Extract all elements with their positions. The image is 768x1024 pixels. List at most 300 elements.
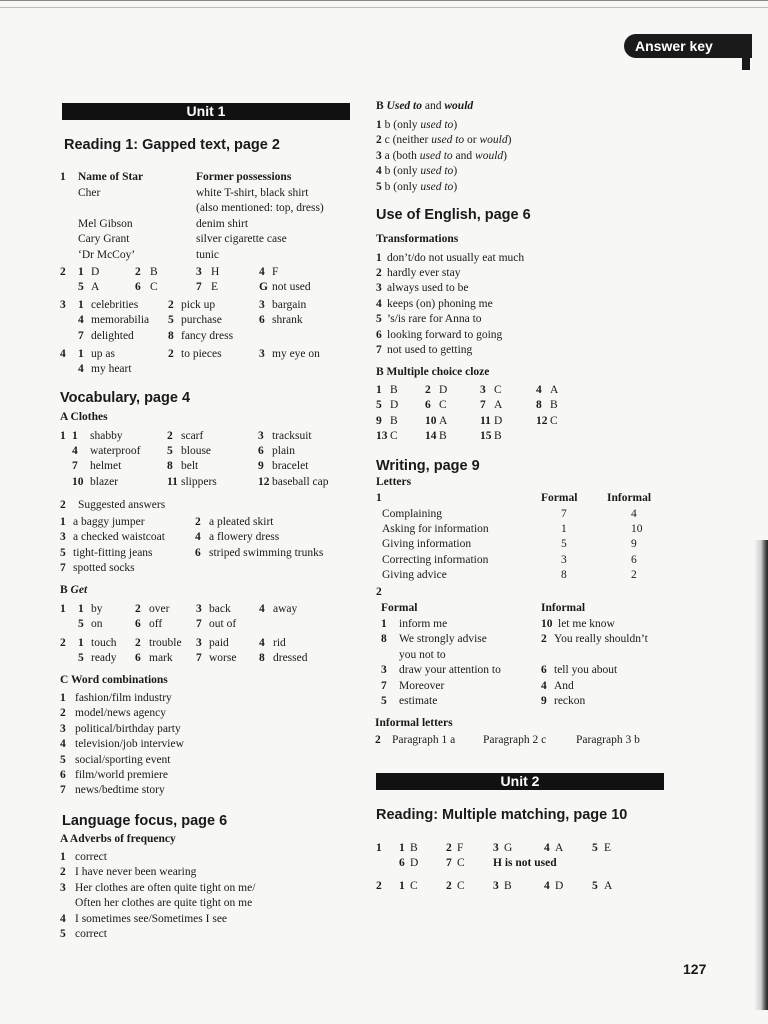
answer-cell: 6 (60, 769, 66, 781)
answer-cell: Her clothes are often quite tight on me/ (75, 881, 256, 894)
answer-cell: 4 (536, 384, 542, 396)
answer-cell: 8 (561, 569, 567, 582)
answer-cell: 3 (381, 664, 387, 677)
answer-cell: 7 (78, 329, 84, 342)
answer-cell: Often her clothes are quite tight on me (75, 897, 253, 910)
answer-cell: 2 (60, 707, 66, 720)
answer-cell: waterproof (90, 444, 141, 457)
answer-cell: 2 (195, 516, 201, 528)
unit-1-banner: Unit 1 (62, 103, 350, 120)
answer-cell: 6 (135, 618, 141, 631)
answer-cell: blouse (181, 444, 212, 457)
answer-cell: political/birthday party (75, 722, 181, 735)
answer-cell: 3 (60, 881, 66, 894)
answer-cell: B (390, 384, 398, 396)
answer-cell: don’t/do not usually eat much (387, 251, 525, 264)
answer-cell: 2 (375, 734, 381, 746)
answer-cell: A (439, 414, 448, 427)
answer-cell: 6 (425, 399, 431, 412)
answer-cell: 4 (544, 880, 550, 892)
answer-cell: 3 (259, 298, 265, 311)
answer-cell: 3 (196, 265, 202, 278)
subheading-part: and (422, 100, 445, 112)
answer-cell: 2 (135, 603, 141, 615)
answer-cell: draw your attention to (399, 664, 501, 677)
answer-cell: touch (91, 636, 117, 649)
possession: (also mentioned: top, dress) (196, 202, 324, 215)
answer-cell: 5 (60, 753, 66, 766)
answer-cell: 5 (60, 546, 66, 559)
answer-cell: 1 (78, 603, 84, 615)
answer-cell: 3 (60, 722, 66, 735)
answer-cell: 8 (167, 460, 173, 473)
answer-cell: 5 (168, 314, 174, 327)
answer-number: 3 (376, 149, 385, 162)
answer-cell: on (91, 618, 103, 631)
answer-cell: 1 (78, 265, 84, 278)
answer-cell: 5 (592, 842, 598, 854)
answer-cell: 12 (258, 475, 270, 488)
used-to-answer: 3 a (both used to and would) (376, 149, 507, 162)
answer-cell: 2 (167, 429, 173, 442)
italic-term: used to (431, 134, 465, 147)
answer-cell: 2 (135, 636, 141, 649)
informal-head: Informal (541, 602, 586, 614)
answer-cell: 5 (78, 281, 84, 294)
answer-cell: 13 (376, 430, 388, 443)
answer-cell: ’s/is rare for Anna to (387, 313, 482, 326)
answer-cell: Paragraph 2 c (483, 734, 547, 746)
answer-cell: not used (272, 281, 311, 294)
answer-cell: 7 (376, 343, 382, 356)
answer-cell: 1 (399, 880, 405, 892)
answer-cell: 11 (480, 414, 491, 427)
answer-cell: 10 (541, 618, 553, 630)
answer-cell: 7 (196, 651, 202, 664)
subheading-adverbs-of-frequency: A Adverbs of frequency (60, 833, 176, 845)
answer-cell: C (494, 384, 502, 396)
answer-cell: you not to (399, 648, 446, 661)
answer-cell: 9 (631, 538, 637, 551)
vocabulary-heading: Vocabulary, page 4 (60, 390, 191, 406)
used-to-answer: 5 b (only used to) (376, 180, 458, 193)
subheading-part: Used to (386, 100, 423, 112)
answer-cell: scarf (181, 429, 204, 442)
answer-cell: You really shouldn’t (554, 633, 648, 646)
answer-cell: 2 (425, 384, 431, 396)
answer-cell: looking forward to going (387, 328, 503, 341)
answer-cell: 1 (376, 384, 382, 396)
answer-cell: 2 (446, 842, 452, 854)
answer-cell: H is not used (493, 857, 557, 870)
answer-cell: Paragraph 3 b (576, 734, 640, 746)
answer-cell: 4 (376, 297, 382, 310)
answer-cell: pick up (181, 298, 216, 311)
page-number: 127 (683, 961, 707, 977)
italic-term: would (475, 149, 504, 162)
subheading-get-word: Get (67, 584, 88, 596)
answer-cell: A (91, 281, 100, 294)
answer-cell: 4 (60, 912, 66, 925)
answer-cell: 5 (60, 928, 66, 940)
answer-cell: Complaining (382, 507, 443, 520)
answer-cell: bargain (272, 298, 307, 311)
answer-cell: D (555, 880, 564, 892)
answer-cell: 7 (72, 460, 78, 473)
answer-cell: 6 (258, 444, 264, 457)
answer-cell: D (494, 414, 503, 427)
answer-cell: 3 (561, 553, 567, 566)
italic-term: would (479, 134, 508, 147)
answer-cell: by (91, 603, 103, 615)
column-head-informal: Informal (607, 492, 652, 504)
answer-cell: 8 (381, 633, 387, 646)
column-head-name-of-star: Name of Star (78, 171, 144, 183)
answer-cell: A (604, 880, 613, 892)
answer-cell: 11 (167, 475, 178, 488)
answer-cell: rid (273, 636, 286, 649)
answer-cell: 1 (561, 522, 567, 535)
answer-cell: to pieces (181, 347, 222, 360)
answer-cell: a pleated skirt (209, 516, 274, 528)
answer-cell: Paragraph 1 a (392, 734, 456, 746)
question-number: 1 (376, 492, 382, 504)
answer-cell: 7 (561, 507, 567, 520)
answer-cell: 1 (60, 516, 66, 528)
answer-cell: 4 (78, 314, 84, 327)
answer-cell: C (439, 399, 447, 412)
subheading-transformations: Transformations (376, 233, 459, 245)
answer-cell: 5 (376, 399, 382, 412)
answer-cell: model/news agency (75, 707, 167, 720)
answer-cell: 6 (135, 651, 141, 664)
answer-cell: ready (91, 651, 117, 664)
answer-cell: out of (209, 618, 237, 631)
subheading-multiple-choice-cloze: B Multiple choice cloze (376, 366, 490, 378)
answer-cell: B (550, 399, 558, 412)
answer-cell: away (273, 603, 298, 615)
answer-cell: 4 (195, 531, 201, 544)
subheading-c-word-combinations: C Word combinations (60, 674, 168, 686)
answer-cell: Correcting information (382, 553, 489, 566)
answer-cell: plain (272, 444, 295, 457)
possession: tunic (196, 248, 219, 261)
answer-cell: 3 (480, 384, 486, 396)
subheading-b: B Get (60, 584, 88, 596)
answer-cell: 1 (78, 636, 84, 649)
use-of-english-heading: Use of English, page 6 (376, 207, 531, 223)
answer-cell: my eye on (272, 347, 320, 360)
answer-cell: 2 (631, 569, 637, 582)
answer-cell: 6 (631, 553, 637, 566)
answer-cell: news/bedtime story (75, 784, 165, 797)
answer-number: 4 (376, 165, 385, 178)
answer-cell: shabby (90, 429, 123, 442)
answer-cell: C (457, 880, 465, 892)
italic-term: used to (420, 180, 454, 193)
answer-cell: let me know (558, 618, 615, 630)
answer-cell: 1 (376, 251, 382, 264)
reading-1-heading: Reading 1: Gapped text, page 2 (64, 137, 280, 153)
answer-cell: dressed (273, 651, 308, 664)
answer-cell: 2 (60, 866, 66, 879)
column-head-former-possessions: Former possessions (196, 171, 292, 183)
answer-cell: 3 (60, 531, 66, 544)
answer-cell: F (457, 842, 464, 854)
answer-cell: 4 (259, 603, 265, 615)
answer-cell: 2 (376, 266, 382, 279)
answer-cell: And (554, 679, 574, 692)
italic-term: used to (419, 149, 453, 162)
answer-cell: 15 (480, 430, 492, 443)
answer-cell: 7 (480, 399, 486, 412)
answer-cell: 3 (196, 636, 202, 649)
answer-cell: C (390, 430, 398, 443)
question-number: 2 (376, 880, 382, 892)
star-name: ‘Dr McCoy’ (78, 248, 136, 261)
answer-cell: 3 (259, 347, 265, 360)
answer-cell: a flowery dress (209, 531, 280, 544)
answer-cell: C (410, 880, 418, 892)
used-to-answer: 2 c (neither used to or would) (376, 134, 512, 147)
answer-cell: 4 (544, 842, 550, 854)
answer-cell: A (555, 842, 564, 854)
answer-cell: slippers (181, 475, 217, 488)
answer-cell: 6 (259, 314, 265, 327)
answer-cell: D (439, 384, 448, 396)
answer-cell: 5 (167, 444, 173, 457)
subheading-letters: Letters (376, 476, 412, 488)
answer-cell: D (410, 857, 419, 870)
answer-cell: 6 (376, 328, 382, 341)
answer-cell: 2 (135, 265, 141, 278)
answer-number: 1 (376, 119, 385, 131)
question-number: 1 (60, 603, 66, 615)
star-name: Mel Gibson (78, 217, 133, 230)
answer-cell: 5 (78, 618, 84, 631)
answer-cell: keeps (on) phoning me (387, 297, 493, 310)
subheading-used-to-would (376, 100, 473, 112)
answer-cell: film/world premiere (75, 769, 168, 781)
answer-cell: 4 (78, 363, 84, 376)
answer-cell: B (390, 414, 398, 427)
answer-cell: 7 (196, 281, 202, 294)
answer-cell: B (439, 430, 447, 443)
answer-cell: 4 (631, 507, 637, 520)
answer-cell: 8 (259, 651, 265, 664)
used-to-answer: 4 b (only used to) (376, 165, 458, 178)
used-to-answer: 1 b (only used to) (376, 119, 458, 131)
answer-cell: spotted socks (73, 562, 135, 575)
answer-number: 5 (376, 180, 385, 193)
suggested-answers-label: Suggested answers (78, 498, 166, 511)
answer-cell: E (604, 842, 612, 854)
answer-cell: 3 (376, 282, 382, 295)
answer-cell: belt (181, 460, 199, 473)
answer-cell: B (410, 842, 418, 854)
answer-cell: delighted (91, 329, 134, 342)
answer-cell: memorabilia (91, 314, 150, 327)
answer-cell: 10 (425, 414, 437, 427)
answer-cell: mark (149, 651, 173, 664)
answer-cell: Asking for information (382, 522, 489, 535)
answer-cell: bracelet (272, 460, 309, 473)
answer-cell: 1 (399, 842, 405, 854)
answer-cell: 2 (168, 347, 174, 360)
answer-cell: 2 (541, 633, 547, 646)
question-number: 1 (60, 171, 66, 183)
subheading-informal-letters: Informal letters (375, 717, 453, 729)
answer-cell: striped swimming trunks (209, 546, 324, 559)
answer-cell: B (494, 430, 502, 443)
answer-cell: 4 (541, 679, 547, 692)
answer-cell: 10 (72, 475, 84, 488)
answer-cell: 2 (168, 298, 174, 311)
answer-cell: helmet (90, 460, 122, 473)
writing-heading: Writing, page 9 (376, 458, 480, 474)
reading-multiple-matching-heading: Reading: Multiple matching, page 10 (376, 807, 628, 823)
answer-cell: 6 (195, 546, 201, 559)
answer-cell: a checked waistcoat (73, 531, 165, 544)
answer-cell: 3 (196, 603, 202, 615)
unit-2-banner: Unit 2 (376, 773, 664, 790)
answer-cell: 9 (541, 695, 547, 707)
answer-cell: Moreover (399, 679, 445, 692)
answer-cell: B (504, 880, 512, 892)
answer-cell: 7 (446, 857, 452, 870)
subheading-part: would (444, 100, 474, 112)
star-name: Cher (78, 186, 101, 199)
italic-term: used to (420, 165, 454, 178)
answer-cell: worse (209, 651, 237, 664)
question-number: 4 (60, 347, 66, 360)
answer-cell: B (150, 265, 158, 278)
answer-key-tab: Answer key (624, 34, 752, 58)
language-focus-heading: Language focus, page 6 (62, 813, 228, 829)
answer-cell: A (550, 384, 559, 396)
star-name: Cary Grant (78, 233, 130, 246)
question-number: 2 (60, 265, 66, 278)
answer-cell: 12 (536, 414, 548, 427)
answer-cell: 5 (376, 313, 382, 326)
answer-cell: hardly ever stay (387, 266, 461, 279)
answer-cell: C (550, 414, 558, 427)
answer-cell: purchase (181, 314, 222, 327)
answer-cell: 10 (631, 522, 643, 535)
answer-cell: tell you about (554, 664, 618, 677)
answer-cell: up as (91, 347, 115, 360)
answer-cell: 1 (60, 692, 66, 704)
answer-cell: tracksuit (272, 429, 312, 442)
possession: silver cigarette case (196, 233, 287, 246)
answer-cell: 3 (493, 842, 499, 854)
answer-cell: paid (209, 636, 229, 649)
answer-cell: back (209, 603, 231, 615)
answer-cell: social/sporting event (75, 753, 171, 766)
answer-cell: 1 (78, 347, 84, 360)
answer-cell: 5 (381, 695, 387, 707)
answer-cell: shrank (272, 314, 303, 327)
answer-cell: We strongly advise (399, 633, 487, 646)
answer-cell: celebrities (91, 298, 139, 311)
answer-cell: G (504, 842, 513, 854)
answer-cell: trouble (149, 636, 182, 649)
answer-cell: baseball cap (272, 475, 329, 488)
answer-cell: a baggy jumper (73, 516, 145, 528)
answer-cell: 2 (446, 880, 452, 892)
formal-head: Formal (381, 602, 418, 614)
answer-cell: 4 (259, 636, 265, 649)
answer-cell: off (149, 618, 163, 631)
answer-cell: 3 (493, 880, 499, 892)
answer-cell: A (494, 399, 503, 412)
answer-cell: fancy dress (181, 329, 234, 342)
answer-cell: H (211, 265, 220, 278)
answer-cell: 1 (381, 618, 387, 630)
question-number: 1 (376, 842, 382, 854)
page-edge-shadow (754, 540, 768, 1010)
answer-cell: 1 (78, 298, 84, 311)
question-number: 3 (60, 298, 66, 311)
answer-cell: 7 (196, 618, 202, 631)
answer-cell: tight-fitting jeans (73, 546, 153, 559)
answer-cell: 8 (168, 329, 174, 342)
answer-cell: Giving advice (382, 569, 447, 582)
answer-cell: 6 (541, 664, 547, 677)
answer-cell: estimate (399, 695, 438, 707)
answer-cell: television/job interview (75, 738, 184, 751)
answer-cell: C (150, 281, 158, 294)
answer-cell: F (272, 265, 279, 278)
possession: white T-shirt, black shirt (196, 186, 309, 199)
answer-key-tab-tail (742, 52, 750, 70)
answer-cell: I sometimes see/Sometimes I see (75, 912, 228, 925)
answer-cell: 5 (592, 880, 598, 892)
answer-cell: 7 (381, 679, 387, 692)
answer-cell: over (149, 603, 170, 615)
answer-cell: blazer (90, 475, 119, 488)
answer-cell: fashion/film industry (75, 692, 172, 704)
answer-cell: G (259, 281, 268, 294)
answer-cell: 1 (72, 429, 78, 442)
top-rule (0, 0, 768, 8)
answer-cell: not used to getting (387, 343, 473, 356)
answer-cell: 5 (561, 538, 567, 551)
answer-cell: 6 (135, 281, 141, 294)
question-number: 1 (60, 429, 66, 442)
answer-cell: 4 (259, 265, 265, 278)
answer-cell: C (457, 857, 465, 870)
answer-cell: 8 (536, 399, 542, 412)
answer-cell: D (390, 399, 399, 412)
answer-cell: correct (75, 851, 107, 863)
answer-cell: 9 (376, 414, 382, 427)
subheading-part: B (376, 100, 387, 112)
question-number: 2 (60, 636, 66, 649)
answer-number: 2 (376, 134, 385, 147)
subheading-a-clothes: A Clothes (60, 411, 108, 423)
answer-cell: 4 (60, 738, 66, 751)
answer-cell: always used to be (387, 282, 469, 295)
answer-cell: 14 (425, 430, 437, 443)
answer-cell: 7 (60, 562, 66, 575)
answer-cell: E (211, 281, 219, 294)
italic-term: used to (420, 119, 454, 131)
answer-cell: my heart (91, 363, 132, 376)
question-number: 2 (60, 498, 66, 511)
answer-cell: Giving information (382, 538, 472, 551)
answer-cell: reckon (554, 695, 586, 707)
